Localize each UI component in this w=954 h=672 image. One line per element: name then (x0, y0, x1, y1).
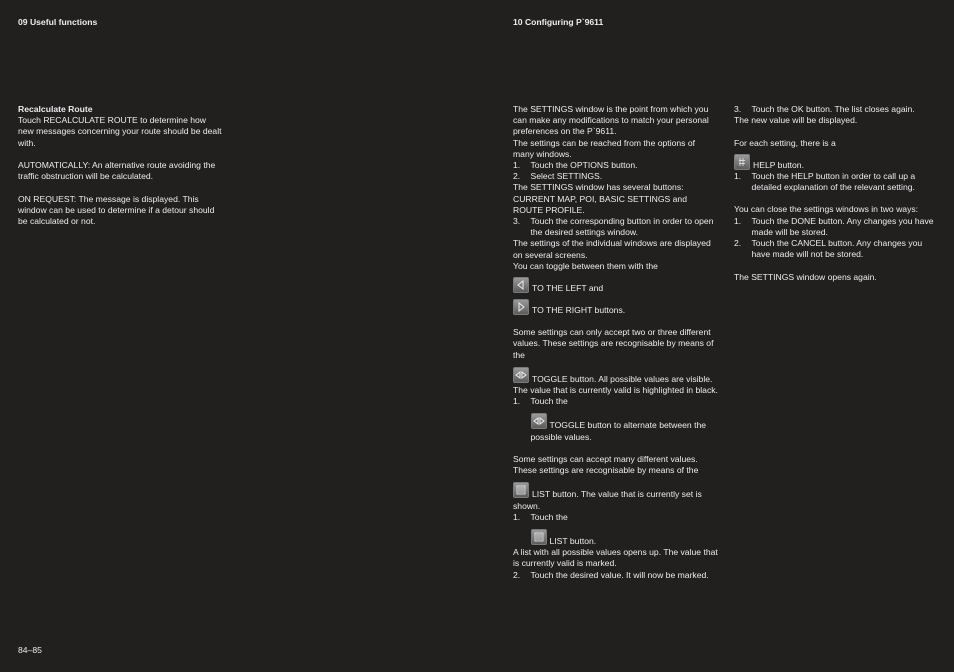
list-icon (531, 529, 547, 545)
list-item: 1. Touch the DONE button. Any changes you have made will be stored. (734, 215, 934, 237)
automatically-paragraph: AUTOMATICALLY: An alternative route avoiding the traffic obstruction will be calculated. (18, 160, 216, 182)
to-left-line: TO THE LEFT and (513, 272, 718, 294)
toggle-description: TOGGLE button. All possible values are visible. The value that is currently valid is highlighted in black. (513, 373, 718, 396)
list-item-detail: The new value will be displayed. (734, 115, 858, 126)
on-request-paragraph: ON REQUEST: The message is displayed. This window can be used to determine if a detour should be calculated or not. (18, 193, 215, 226)
arrow-left-icon (513, 277, 529, 293)
list-item: 1. Touch the (513, 511, 568, 522)
list-item: 2. Select SETTINGS. (513, 171, 603, 182)
reopen-paragraph: The SETTINGS window opens again. (734, 271, 877, 282)
right-page-header: 10 Configuring P`9611 (513, 17, 604, 27)
to-right-line: TO THE RIGHT buttons. (513, 294, 718, 316)
each-setting-paragraph: For each setting, there is a (734, 137, 836, 148)
list-item: 2. Touch the CANCEL button. Any changes you have made will not be stored. (734, 238, 923, 260)
help-icon (734, 154, 750, 170)
recalc-paragraph: Touch RECALCULATE ROUTE to determine how new messages concerning your route should be dealt with. (18, 115, 222, 148)
list-item: 1. Touch the (513, 396, 568, 407)
list-item-detail: LIST button. (531, 529, 719, 547)
middle-column (513, 104, 718, 581)
list-item-detail: TOGGLE button to alternate between the possible values. (531, 413, 719, 442)
list-item-detail: A list with all possible values opens up. The value that is currently valid is marked. (513, 547, 718, 569)
some-many-paragraph: Some settings can accept many different values. These settings are recognisable by means of the (513, 454, 699, 476)
intro-paragraph: The SETTINGS window is the point from which you can make any modifications to match your personal preferences on the P`9611. (513, 104, 709, 137)
some-two-paragraph: Some settings can only accept two or three different values. These settings are recognisable by means of the (513, 327, 714, 360)
list-item: 3. Touch the corresponding button in order to open the desired settings window. (513, 216, 714, 238)
list-item: 1. Touch the HELP button in order to call up a detailed explanation of the relevant setting. (734, 170, 916, 192)
right-column (734, 104, 934, 283)
help-line: HELP button. (734, 149, 934, 171)
list-item: 2. Touch the desired value. It will now be marked. (513, 569, 709, 580)
list-item-detail: The SETTINGS window has several buttons: CURRENT MAP, POI, BASIC SETTINGS and ROUTE PROFILE. (513, 182, 687, 215)
section-heading: Recalculate Route (18, 104, 93, 114)
list-item: 3. Touch the OK button. The list closes again. (734, 104, 915, 114)
toggle-intro: You can toggle between them with the (513, 260, 658, 271)
list-item: 1. Touch the OPTIONS button. (513, 160, 638, 171)
list-item-detail: The settings of the individual windows are displayed on several screens. (513, 238, 711, 260)
left-page-header: 09 Useful functions (18, 17, 98, 27)
list-description: LIST button. The value that is currently set is shown. (513, 489, 702, 511)
list-icon (513, 482, 529, 498)
close-intro: You can close the settings windows in two ways: (734, 204, 919, 215)
reach-paragraph: The settings can be reached from the options of many windows. (513, 137, 696, 159)
arrow-right-icon (513, 299, 529, 315)
toggle-icon (513, 367, 529, 383)
toggle-icon (531, 413, 547, 429)
page-number: 84–85 (18, 645, 42, 655)
left-column (18, 104, 223, 227)
